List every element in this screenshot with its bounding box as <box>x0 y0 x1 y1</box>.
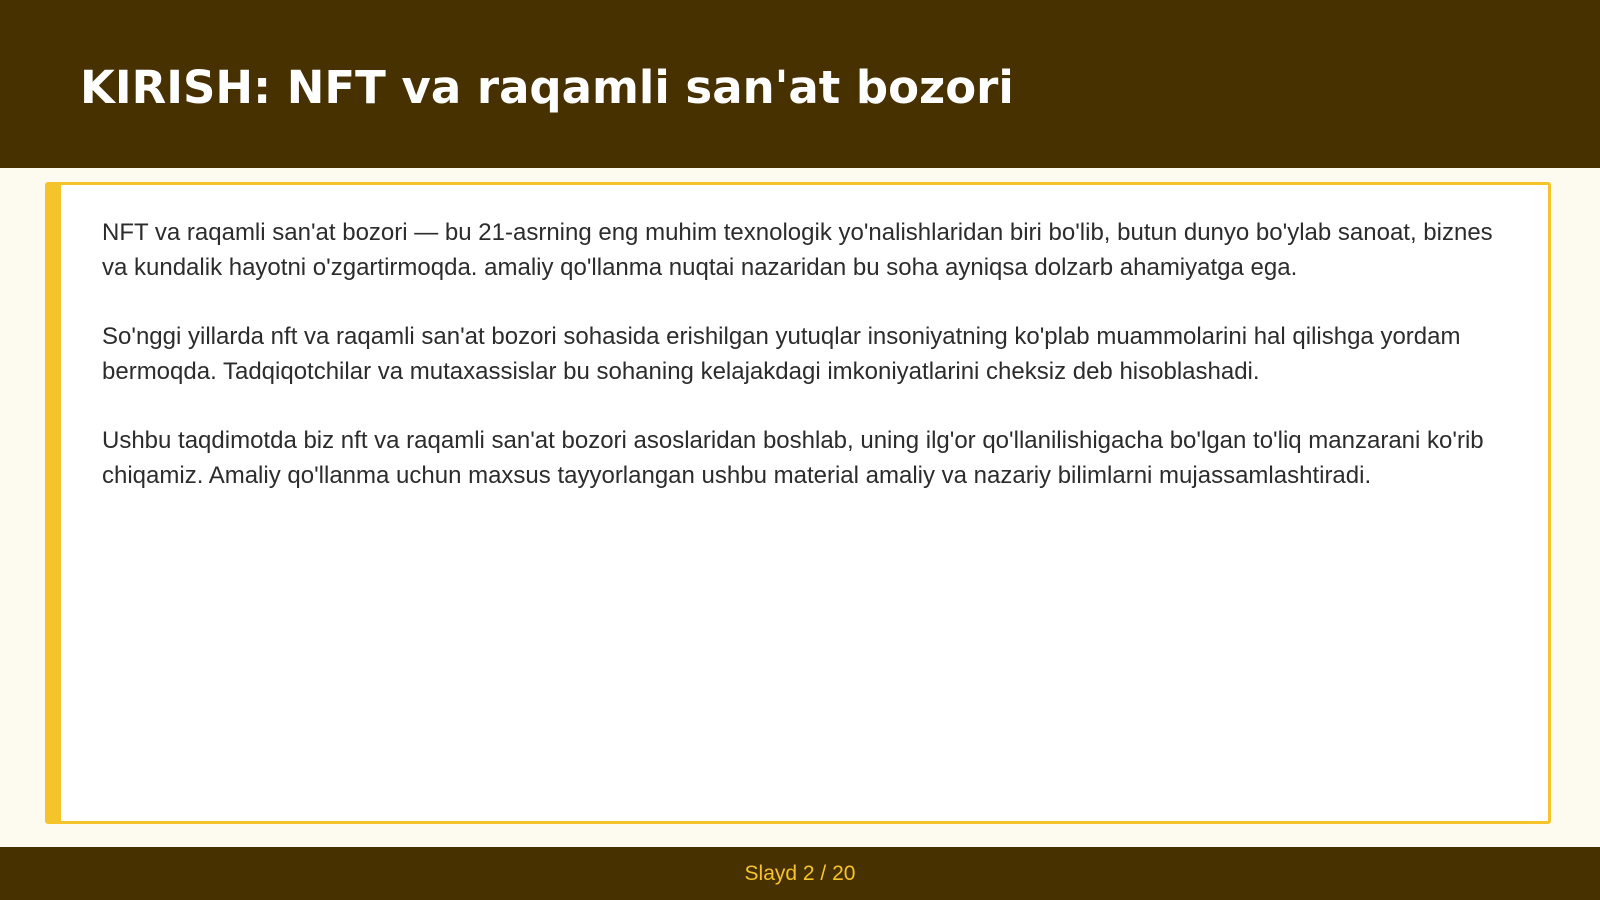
slide-title: KIRISH: NFT va raqamli san'at bozori <box>80 61 1014 114</box>
content-card <box>45 182 1551 824</box>
content-body <box>102 215 1507 527</box>
achievements-paragraph: So'nggi yillarda nft va raqamli san'at bozori sohasida erishilgan yutuqlar insoniyatning ko'plab muammolarini hal qilishga yordam bermoqda. Tadqiqotchilar va mutaxassislar bu sohaning kelajakdagi imkoniyatlarini cheksiz deb hisoblashadi. <box>102 323 1461 385</box>
slide-footer <box>0 847 1600 900</box>
overview-paragraph: Ushbu taqdimotda biz nft va raqamli san'at bozori asoslaridan boshlab, uning ilg'or qo'llanilishigacha bo'lgan to'liq manzarani ko'rib chiqamiz. Amaliy qo'llanma uchun maxsus tayyorlangan ushbu material amaliy va nazariy bilimlarni mujassamlashtiradi. <box>102 427 1484 489</box>
intro-paragraph: NFT va raqamli san'at bozori — bu 21-asrning eng muhim texnologik yo'nalishlaridan biri bo'lib, butun dunyo bo'ylab sanoat, biznes va kundalik hayotni o'zgartirmoqda. amaliy qo'llanma nuqtai nazaridan bu soha ayniqsa dolzarb ahamiyatga ega. <box>102 219 1493 281</box>
slide-counter: Slayd 2 / 20 <box>744 862 856 885</box>
slide-header <box>0 0 1600 168</box>
